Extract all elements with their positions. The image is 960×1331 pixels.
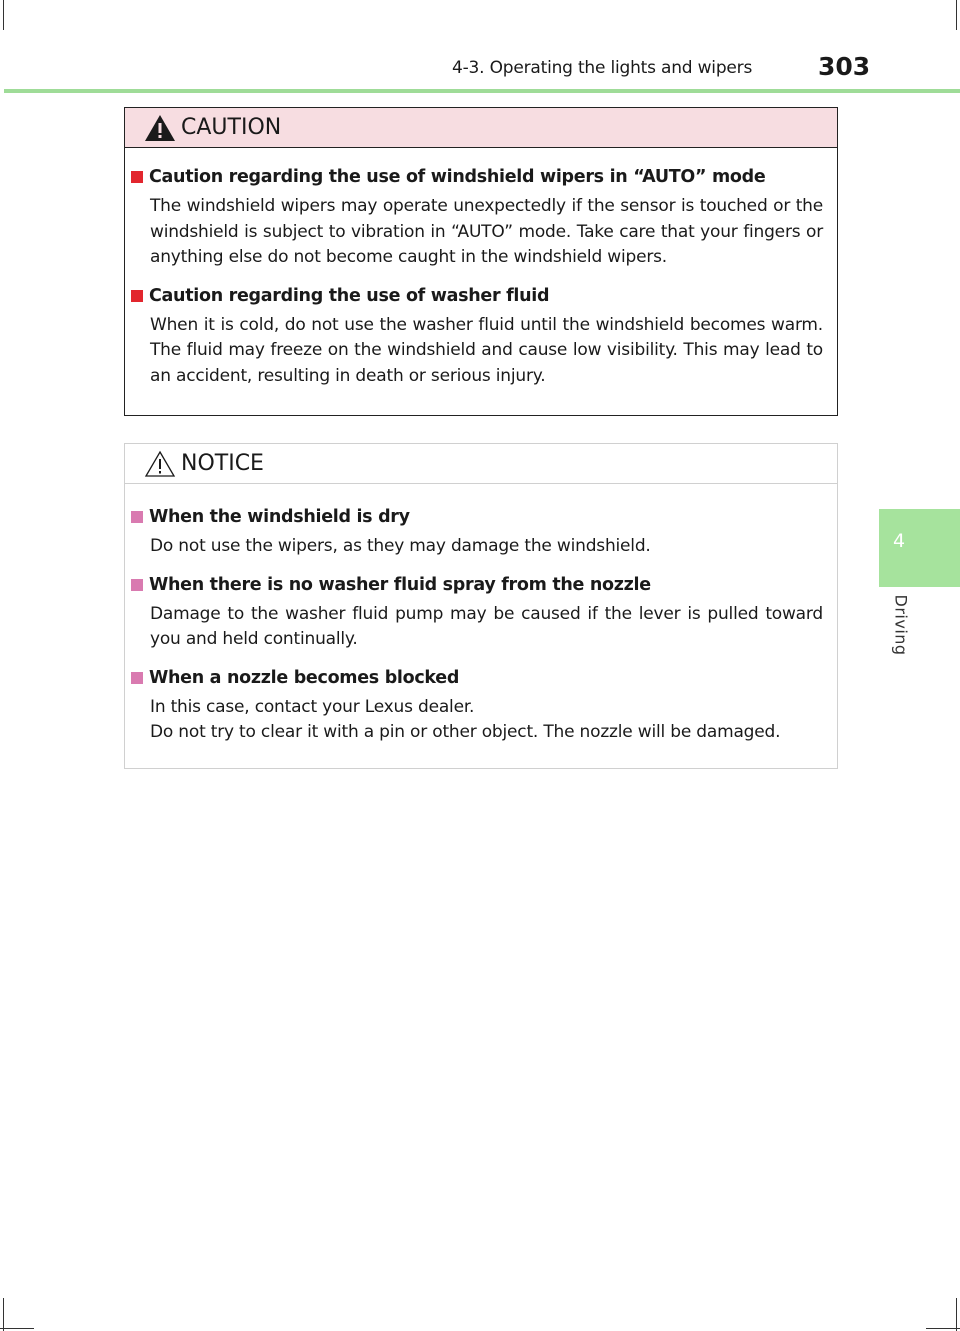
chapter-number: 4 [893, 530, 906, 552]
caution-title: CAUTION [181, 115, 282, 140]
notice-box [124, 443, 838, 769]
section-title: 4-3. Operating the lights and wipers [452, 58, 753, 78]
crop-mark [3, 0, 4, 30]
square-bullet-icon [131, 579, 143, 591]
notice-item-heading-text: When the windshield is dry [149, 507, 410, 527]
square-bullet-icon [131, 171, 143, 183]
notice-item-text [131, 602, 823, 653]
caution-item-heading [131, 279, 823, 313]
notice-item-heading-text: When a nozzle becomes blocked [149, 667, 460, 688]
crop-mark [956, 1298, 957, 1331]
notice-item [131, 500, 823, 560]
notice-text-line: Damage to the washer fluid pump may be caused if the lever is pulled toward you and held continually. [150, 603, 823, 649]
square-bullet-icon [131, 672, 143, 684]
caution-item [131, 160, 823, 271]
notice-item-heading [131, 568, 823, 602]
caution-item-text: When it is cold, do not use the washer fluid until the windshield becomes warm. The fluid may freeze on the windshield and cause low visibility. This may lead to an accident, resulting in death or serious injury. [150, 314, 823, 386]
caution-box [124, 107, 838, 416]
chapter-tab [879, 509, 960, 587]
caution-item-heading-text: Caution regarding the use of washer fluid [149, 285, 550, 306]
caution-item-heading-text: Caution regarding the use of windshield wipers in “AUTO” mode [149, 167, 766, 187]
crop-mark [0, 1328, 34, 1329]
chapter-label: Driving [891, 594, 911, 656]
notice-text-line: In this case, contact your Lexus dealer. [150, 696, 475, 717]
notice-header [125, 444, 837, 484]
notice-item [131, 568, 823, 653]
crop-mark [3, 1298, 4, 1331]
caution-item-text: The windshield wipers may operate unexpectedly if the sensor is touched or the windshield is subject to vibration in “AUTO” mode. Take care that your fingers or anything else do not become caught in the windshield wipers. [150, 196, 823, 267]
square-bullet-icon [131, 290, 143, 302]
notice-item-heading [131, 661, 823, 695]
caution-body [125, 148, 837, 389]
crop-mark [956, 0, 957, 30]
caution-header [125, 108, 837, 148]
notice-item-heading-text: When there is no washer fluid spray from the nozzle [149, 574, 651, 595]
header-rule [4, 89, 960, 93]
square-bullet-icon [131, 511, 143, 523]
notice-item-heading [131, 500, 823, 534]
notice-body [125, 484, 837, 746]
notice-title: NOTICE [181, 451, 264, 476]
notice-item-text [131, 534, 823, 560]
caution-item-heading [131, 160, 823, 194]
page-number: 303 [818, 52, 871, 81]
notice-item-text [131, 695, 823, 746]
notice-item [131, 661, 823, 746]
warning-triangle-outline-icon [143, 449, 177, 479]
notice-text-line: Do not try to clear it with a pin or other object. The nozzle will be damaged. [150, 722, 781, 742]
warning-triangle-filled-icon [143, 113, 177, 143]
caution-item [131, 279, 823, 390]
notice-text-line: Do not use the wipers, as they may damage the windshield. [150, 536, 651, 556]
crop-mark [926, 1328, 960, 1329]
